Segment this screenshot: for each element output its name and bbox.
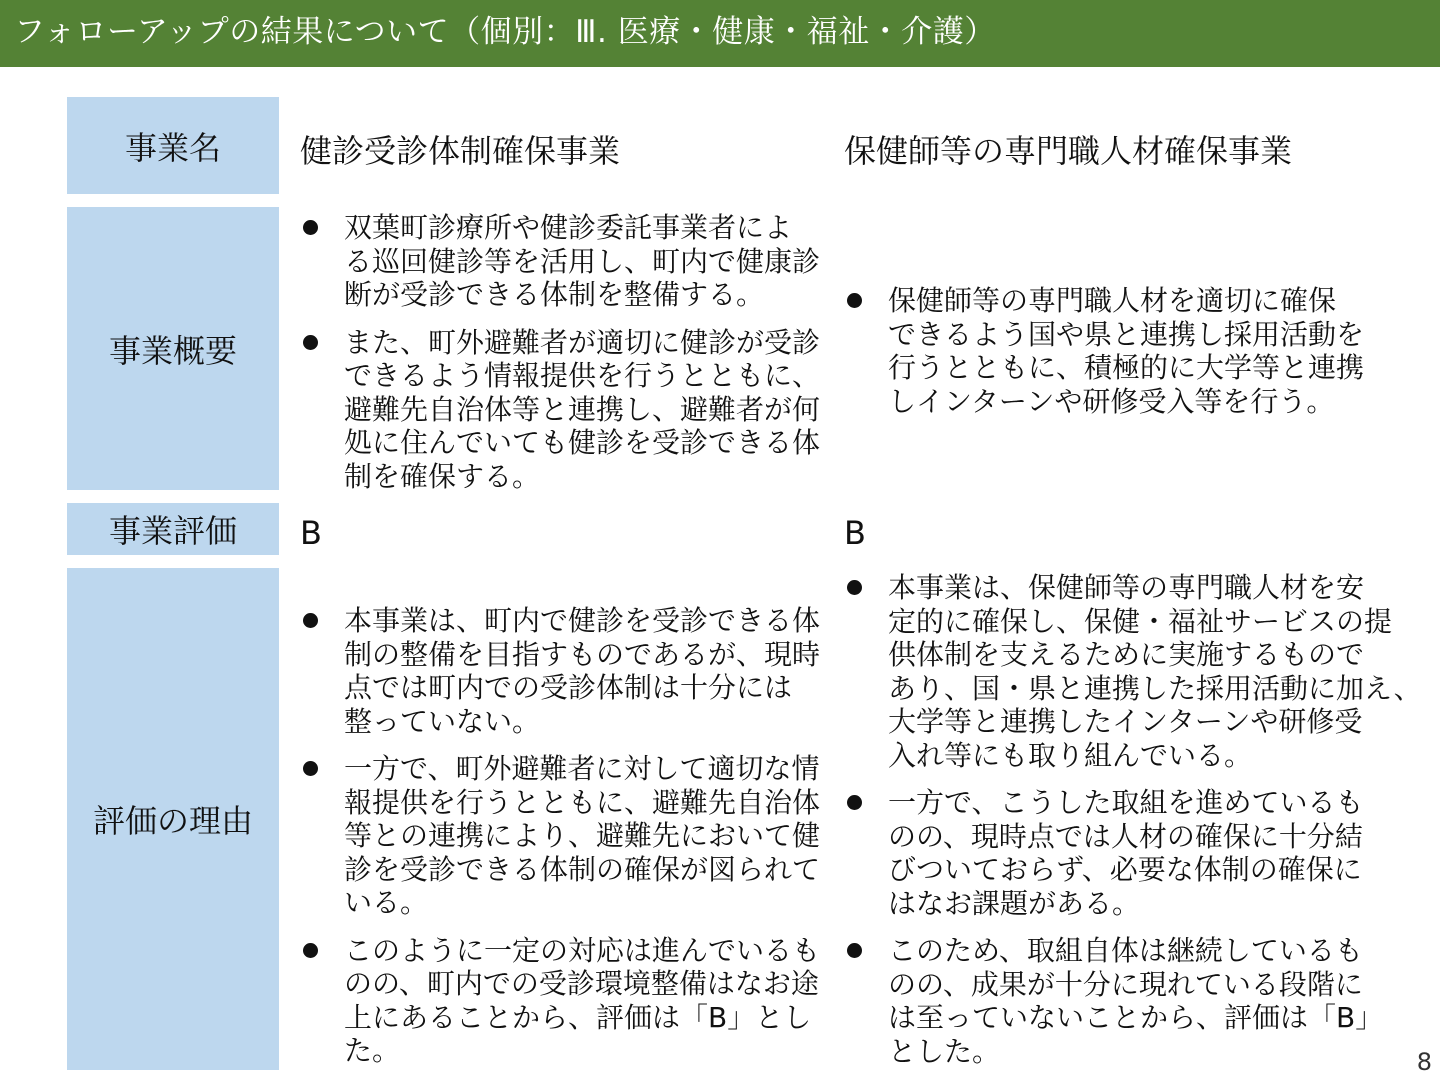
list-item: このように一定の対応は進んでいるも のの、町内での受診環境整備はなお途 上にあることから、評価は「B」とした。 <box>300 934 830 1068</box>
project-1-evaluation: B <box>300 514 322 552</box>
slide-title: フォローアップの結果について（個別：Ⅲ. 医療・健康・福祉・介護） <box>14 14 996 50</box>
title-bar <box>0 0 1440 67</box>
bullet-icon <box>847 795 862 810</box>
list-item: 本事業は、保健師等の専門職人材を安 定的に確保し、保健・福祉サービスの提 供体制を支えるために実施するもので あり、国・県と連携した採用活動に加え、 大学等と連携したインターンや研修受 入れ等にも取り組んでいる。 <box>844 571 1424 772</box>
list-item: また、町外避難者が適切に健診が受診 できるよう情報提供を行うとともに、 避難先自治体等と連携し、避難者が何 処に住んでいても健診を受診できる体 制を確保する。 <box>300 326 830 494</box>
project-1-reasons <box>300 604 830 1080</box>
project-2-name: 保健師等の専門職人材確保事業 <box>844 132 1293 170</box>
label-evaluation-reason: 評価の理由 <box>67 568 279 1070</box>
list-item: 一方で、こうした取組を進めているも のの、現時点では人材の確保に十分結 びついておらず、必要な体制の確保に はなお課題がある。 <box>844 786 1424 920</box>
list-item: 本事業は、町内で健診を受診できる体 制の整備を目指すものであるが、現時 点では町内での受診体制は十分には 整っていない。 <box>300 604 830 738</box>
project-2-overview <box>844 284 1404 432</box>
list-item: このため、取組自体は継続しているも のの、成果が十分に現れている段階に は至っていないことから、評価は「B」 とした。 <box>844 934 1424 1068</box>
bullet-icon <box>303 761 318 776</box>
project-2-reasons <box>844 571 1424 1080</box>
label-project-overview: 事業概要 <box>67 207 279 490</box>
bullet-icon <box>847 293 862 308</box>
bullet-icon <box>303 335 318 350</box>
list-item: 保健師等の専門職人材を適切に確保 できるよう国や県と連携し採用活動を 行うとともに、積極的に大学等と連携 しインターンや研修受入等を行う。 <box>844 284 1404 418</box>
project-2-evaluation: B <box>844 514 866 552</box>
bullet-icon <box>847 943 862 958</box>
label-project-name: 事業名 <box>67 97 279 194</box>
list-item: 一方で、町外避難者に対して適切な情 報提供を行うとともに、避難先自治体 等との連携により、避難先において健 診を受診できる体制の確保が図られて いる。 <box>300 752 830 920</box>
bullet-icon <box>303 220 318 235</box>
project-1-name: 健診受診体制確保事業 <box>300 132 621 170</box>
list-item: 双葉町診療所や健診委託事業者によ る巡回健診等を活用し、町内で健康診 断が受診できる体制を整備する。 <box>300 211 830 312</box>
bullet-icon <box>847 580 862 595</box>
page-number: 8 <box>1416 1048 1432 1076</box>
bullet-icon <box>303 613 318 628</box>
bullet-icon <box>303 943 318 958</box>
label-project-evaluation: 事業評価 <box>67 503 279 555</box>
project-1-overview <box>300 211 830 507</box>
